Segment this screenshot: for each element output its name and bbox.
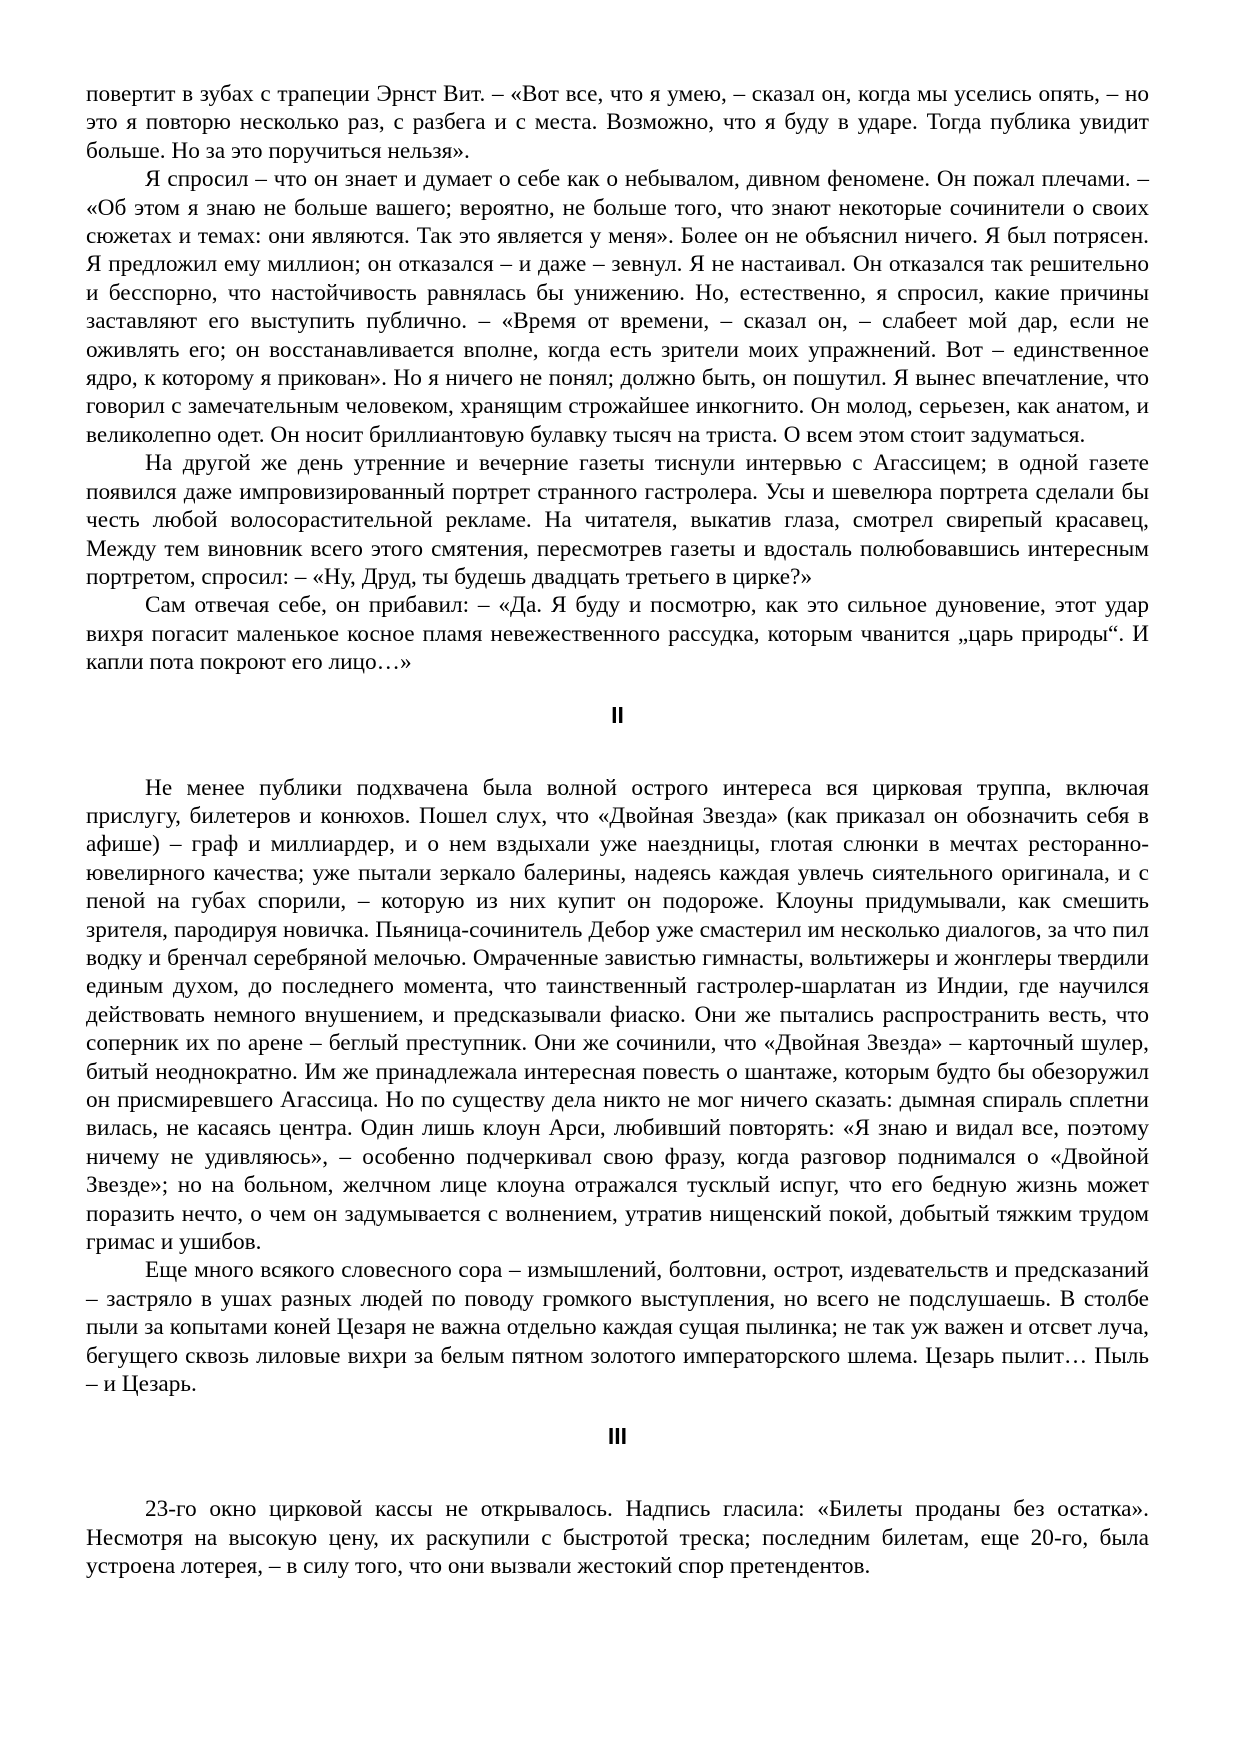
paragraph-7: 23-го окно цирковой кассы не открывалось. Надпись гласила: «Билеты проданы без остатка». Несмотря на высокую цену, их раскупили с быстротой треска; последним билетам, еще 20-го, была устроена лотерея, – в силу того, что они вызвали жестокий спор претендентов. <box>86 1496 1149 1580</box>
paragraph-3: На другой же день утренние и вечерние газеты тиснули интервью с Агассицем; в одной газете появился даже импровизированный портрет странного гастролера. Усы и шевелюра портрета сделали бы честь любой волосорастительной рекламе. На читателя, выкатив глаза, смотрел свирепый красавец, Между тем виновник всего этого смятения, пересмотрев газеты и вдосталь полюбовавшись интересным портретом, спросил: – «Ну, Друд, ты будешь двадцать третьего в цирке?» <box>86 450 1149 590</box>
paragraph-5: Не менее публики подхвачена была волной острого интереса вся цирковая труппа, включая прислугу, билетеров и конюхов. Пошел слух, что «Двойная Звезда» (как приказал он обозначить себя в афише) – граф и миллиардер, и о нем вздыхали уже наездницы, глотая слюнки в мечтах ресторанно-ювелирного качества; уже пытали зеркало балерины, надеясь каждая увлечь сиятельного оригинала, и с пеной на губах спорили, – которую из них купит он подороже. Клоуны придумывали, как смешить зрителя, пародируя новичка. Пьяница-сочинитель Дебор уже смастерил им несколько диалогов, за что пил водку и бренчал серебряной мелочью. Омраченные завистью гимнасты, вольтижеры и жонглеры твердили единым духом, до последнего момента, что таинственный гастролер-шарлатан из Индии, где научился действовать немного внушением, и предсказывали фиаско. Они же пытались распространить весть, что соперник их по арене – беглый преступник. Они же сочинили, что «Двойная Звезда» – карточный шулер, битый неоднократно. Им же принадлежала интересная повесть о шантаже, которым будто бы обезоружил он присмиревшего Агассица. Но по существу дела никто не мог ничего сказать: дымная спираль сплетни вилась, не касаясь центра. Один лишь клоун Арси, любивший повторять: «Я знаю и видал все, поэтому ничему не удивляюсь», – особенно подчеркивал свою фразу, когда разговор поднимался о «Двойной Звезде»; но на больном, желчном лице клоуна отражался тусклый испуг, что его бедную жизнь может поразить нечто, о чем он задумывается с волнением, утратив нищенский покой, добытый тяжким трудом гримас и ушибов. <box>86 774 1149 1256</box>
section-heading-3: III <box>607 1423 628 1450</box>
paragraph-2: Я спросил – что он знает и думает о себе как о небывалом, дивном феномене. Он пожал плечами. – «Об этом я знаю не больше вашего; вероятно, не больше того, что знают некоторые сочинители о своих сюжетах и темах: они являются. Так это является у меня». Более он не объяснил ничего. Я был потрясен. Я предложил ему миллион; он отказался – и даже – зевнул. Я не настаивал. Он отказался так решительно и бесспорно, что настойчивость равнялась бы унижению. Но, естественно, я спросил, какие причины заставляют его выступить публично. – «Время от времени, – сказал он, – слабеет мой дар, если не оживлять его; он восстанавливается вполне, когда есть зрители моих упражнений. Вот – единственное ядро, к которому я прикован». Но я ничего не понял; должно быть, он пошутил. Я вынес впечатление, что говорил с замечательным человеком, хранящим строжайшее инкогнито. Он молод, серьезен, как анатом, и великолепно одет. Он носит бриллиантовую булавку тысяч на триста. О всем этом стоит задуматься. <box>86 166 1149 448</box>
section-heading-2: II <box>611 701 624 728</box>
paragraph-6: Еще много всякого словесного сора – измышлений, болтовни, острот, издевательств и предсказаний – застряло в ушах разных людей по поводу громкого выступления, но всего не подслушаешь. В столбе пыли за копытами коней Цезаря не важна отдельно каждая сущая пылинка; не так уж важен и отсвет луча, бегущего сквозь лиловые вихри за белым пятном золотого императорского шлема. Цезарь пылит… Пыль – и Цезарь. <box>86 1257 1149 1398</box>
paragraph-1: повертит в зубах с трапеции Эрнст Вит. – «Вот все, что я умею, – сказал он, когда мы уселись опять, – но это я повторю несколько раз, с разбега и с места. Возможно, что я буду в ударе. Тогда публика увидит больше. Но за это поручиться нельзя». <box>86 81 1149 164</box>
paragraph-4: Сам отвечая себе, он прибавил: – «Да. Я буду и посмотрю, как это сильное дуновение, этот удар вихря погасит маленькое косное пламя невежественного рассудка, которым чванится „царь природы“. И капли пота покроют его лицо…» <box>86 592 1149 676</box>
